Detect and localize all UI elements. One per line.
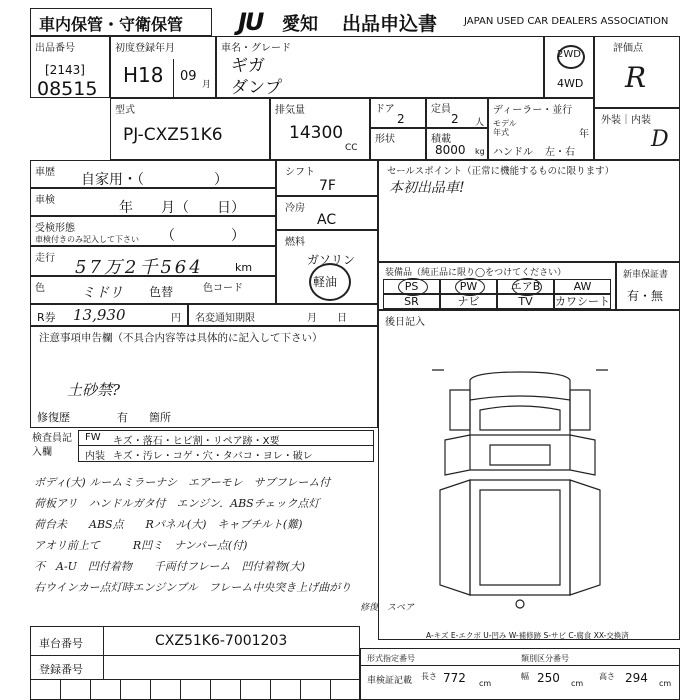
reg-char-box (31, 680, 61, 699)
drive-box (544, 36, 594, 98)
load-value: 8000 (435, 143, 466, 157)
capacity-value: 2 (451, 112, 459, 126)
notes-label: 注意事項申告欄（不具合内容等は具体的に記入して下さい） (39, 332, 323, 344)
reg-label: 登録番号 (39, 663, 83, 676)
sales-point-text: 本初出品車! (389, 180, 465, 196)
checker-int-label: 内装 (85, 451, 105, 462)
mileage-value: 57万2千564 (75, 257, 204, 278)
inspection-row (30, 188, 276, 216)
equipment-item: PS (383, 279, 440, 294)
capacity-box (426, 98, 488, 128)
color-code-label: 色コード (203, 283, 243, 294)
cert-category-label: 類別区分番号 (521, 654, 569, 663)
checker-fw-label: FW (85, 432, 101, 443)
inspector-note-line: 荷板アリ ハンドルガタ付 エンジン．ABSチェック点灯 (34, 497, 320, 510)
equipment-box (378, 262, 616, 310)
ext-int-box (594, 108, 680, 160)
handle-label: ハンドル (493, 147, 533, 158)
capacity-unit: 人 (475, 118, 485, 128)
reg-char-box (241, 680, 271, 699)
inspector-note-line: 右ウインカー点灯時エンジンブル フレーム中央突き上げ曲がり (34, 581, 352, 594)
reg-char-box (301, 680, 331, 699)
history-value: 自家用・（ ） (81, 172, 228, 188)
damage-legend: A-キズ E-エクボ U-凹み W-補修跡 S-サビ C-腐食 XX-交換済 (426, 631, 629, 640)
equipment-item: ナビ (440, 294, 497, 309)
inspection-value: 年 月（ 日） (119, 200, 245, 216)
form-title: 出品申込書 (342, 13, 438, 35)
fuel-label: 燃料 (285, 237, 305, 248)
load-unit: kg (475, 147, 485, 156)
model-year-label: モデル年式 (493, 119, 517, 137)
grade-box (594, 36, 680, 108)
name-change-label: 名変通知期限 (195, 313, 255, 324)
checker-int-text: キズ・汚レ・コゲ・穴・タバコ・ヨレ・破レ (113, 451, 313, 462)
vehicle-damage-diagram (420, 360, 620, 610)
equipment-item: TV (497, 294, 554, 309)
chassis-row (30, 626, 360, 656)
inspector-note-line: 修復 スペア (360, 603, 415, 613)
model-label: 型式 (115, 105, 135, 116)
chassis-label-cell (31, 627, 104, 655)
equipment-item: カワシート (555, 295, 610, 308)
receipt-label: 受検形態 (35, 223, 75, 234)
reg-boxes-row (30, 680, 360, 700)
equipment-item: SR (383, 294, 440, 309)
equipment-item: PW (440, 279, 497, 294)
reg-char-box (181, 680, 211, 699)
reg-char-box (211, 680, 241, 699)
displacement-box (270, 98, 370, 160)
capacity-label: 定員 (431, 104, 451, 115)
cert-label: 車検証記載 (367, 676, 413, 686)
interior-grade: D (651, 127, 669, 152)
fuel-box (276, 230, 378, 304)
dealer-box (488, 98, 594, 160)
cert-length-label: 長さ (421, 672, 437, 681)
receipt-row (30, 216, 276, 246)
color-row (30, 276, 276, 304)
lot-number: 08515 (37, 78, 98, 100)
equipment-grid (383, 279, 613, 309)
equipment-item: エアB (497, 279, 554, 294)
history-row (30, 160, 276, 188)
grade-label: 評価点 (613, 43, 643, 54)
history-label: 車歴 (35, 167, 55, 178)
checker-fw-row (78, 430, 374, 446)
dealer-label: ディーラー・並行 (493, 105, 573, 116)
inspector-note-line: ボディ(大) ルームミラーナシ エアーモレ サブフレーム付 (34, 476, 331, 489)
storage-title-box (30, 8, 212, 36)
mileage-row (30, 246, 276, 276)
mileage-unit: km (235, 261, 253, 274)
cert-length-unit: cm (479, 679, 492, 688)
shape-label: 形状 (375, 134, 395, 145)
sales-point-label: セールスポイント（正常に機能するものに限ります） (387, 166, 615, 177)
reg-char-box (121, 680, 151, 699)
cert-width-unit: cm (571, 679, 584, 688)
load-box (426, 128, 488, 160)
registration-month-box (173, 59, 215, 97)
new-warranty-value: 有・無 (627, 289, 664, 303)
doors-label: ドア (375, 104, 395, 115)
chassis-label: 車台番号 (39, 637, 83, 650)
chassis-value: CXZ51K6-7001203 (155, 633, 288, 649)
cert-divider (361, 665, 679, 666)
repair-value: 有 (117, 411, 128, 424)
cert-height-label: 高さ (599, 672, 615, 681)
cooler-value: AC (317, 212, 337, 228)
cert-width-label: 幅 (521, 672, 529, 681)
cert-length: 772 (443, 671, 466, 685)
equipment-item: AW (554, 279, 611, 294)
shift-box (276, 160, 378, 196)
cert-box (360, 648, 680, 700)
recycle-fee-value: 13,930 (73, 306, 126, 324)
notes-text: 土砂禁? (67, 381, 121, 399)
recycle-fee-unit: 円 (171, 313, 181, 324)
reg-char-box (331, 680, 361, 699)
checker-fw-text: キズ・落石・ヒビ割・リペア跡・X要 (113, 436, 280, 447)
load-label: 積載 (431, 134, 451, 145)
reg-boxes (31, 680, 361, 699)
car-name-box (216, 36, 544, 98)
receipt-note: 車検付きのみ記入して下さい (35, 235, 139, 244)
registration-year: H18 (123, 63, 164, 87)
notes-box (30, 326, 378, 428)
new-warranty-label: 新車保証書 (623, 270, 669, 280)
lot-label: 出品番号 (35, 43, 75, 54)
ju-logo-text: JU (238, 8, 263, 36)
name-change-box (188, 304, 378, 326)
car-name: ギガ (231, 56, 265, 76)
inspector-note-line: アオリ前上て R凹ミ ナンバー点(付) (34, 539, 248, 552)
reg-char-box (91, 680, 121, 699)
recycle-fee-box (30, 304, 188, 326)
registration-label: 初度登録年月 (115, 43, 175, 54)
repair-label: 修復歴 (37, 411, 70, 424)
recycle-fee-label: R券 (37, 311, 56, 324)
displacement-label: 排気量 (275, 105, 305, 116)
color-value: ミドリ (81, 285, 123, 301)
registration-month: 09 (180, 69, 197, 84)
shape-box (370, 128, 426, 160)
displacement-unit: CC (345, 143, 358, 153)
registration-month-unit: 月 (202, 80, 212, 90)
storage-title: 車内保管・守衛保管 (39, 15, 184, 34)
inspector-note-line: 荷台未 ABS点 Rパネル(大) キャブチルト(難) (34, 518, 303, 531)
cert-height: 294 (625, 671, 648, 685)
checker-label: 検査員記入欄 (32, 433, 72, 458)
checker-box (30, 428, 378, 464)
shift-value: 7F (319, 178, 336, 194)
lot-sub-number: [2143] (45, 63, 85, 77)
reg-char-box (61, 680, 91, 699)
shift-label: シフト (285, 167, 315, 178)
cooler-label: 冷房 (285, 203, 305, 214)
grade-value: R (625, 61, 647, 94)
reg-label-cell (31, 656, 104, 679)
equipment-label: 装備品（純正品に限り◯をつけてください） (385, 268, 567, 278)
reg-char-box (271, 680, 301, 699)
displacement-value: 14300 (289, 123, 344, 143)
cert-model-label: 形式指定番号 (367, 654, 415, 663)
reg-row (30, 656, 360, 680)
registration-box (110, 36, 216, 98)
model-box (110, 98, 270, 160)
fuel-gasoline: ガソリン (307, 253, 356, 267)
doors-value: 2 (397, 112, 405, 126)
cert-width: 250 (537, 671, 560, 685)
ext-int-label: 外装｜内装 (601, 115, 651, 126)
sales-point-box (378, 160, 680, 262)
checker-int-row (78, 446, 374, 462)
car-name-label: 車名・グレード (221, 43, 291, 54)
association-name: JAPAN USED CAR DEALERS ASSOCIATION (464, 16, 669, 27)
car-grade: ダンプ (231, 78, 283, 98)
cert-height-unit: cm (659, 679, 672, 688)
lot-box (30, 36, 110, 98)
rear-label: 後日記入 (385, 317, 425, 328)
doors-box (370, 98, 426, 128)
color-label: 色 (35, 283, 45, 294)
org-name: 愛知 (282, 14, 318, 35)
name-change-value: 月 日 (307, 313, 347, 324)
inspection-label: 車検 (35, 195, 55, 206)
mileage-label: 走行 (35, 253, 55, 264)
inspector-notes (30, 474, 415, 624)
new-warranty-box (616, 262, 680, 310)
inspector-note-line: 不 A-U 凹付着物 千両付フレーム 凹付着物(大) (34, 560, 306, 573)
fourwd-label: 4WD (557, 77, 584, 90)
reg-char-box (151, 680, 181, 699)
twowd-label: 2WD (557, 49, 581, 60)
model-year-unit: 年 (579, 129, 589, 140)
fuel-selected: 軽油 (313, 275, 338, 289)
model-value: PJ-CXZ51K6 (123, 125, 223, 145)
cooler-box (276, 196, 378, 230)
color-change: 色替 (149, 285, 174, 299)
repair-place-label: 箇所 (149, 411, 171, 424)
handle-options: 左・右 (545, 147, 575, 158)
receipt-value: （ ） (161, 228, 245, 244)
